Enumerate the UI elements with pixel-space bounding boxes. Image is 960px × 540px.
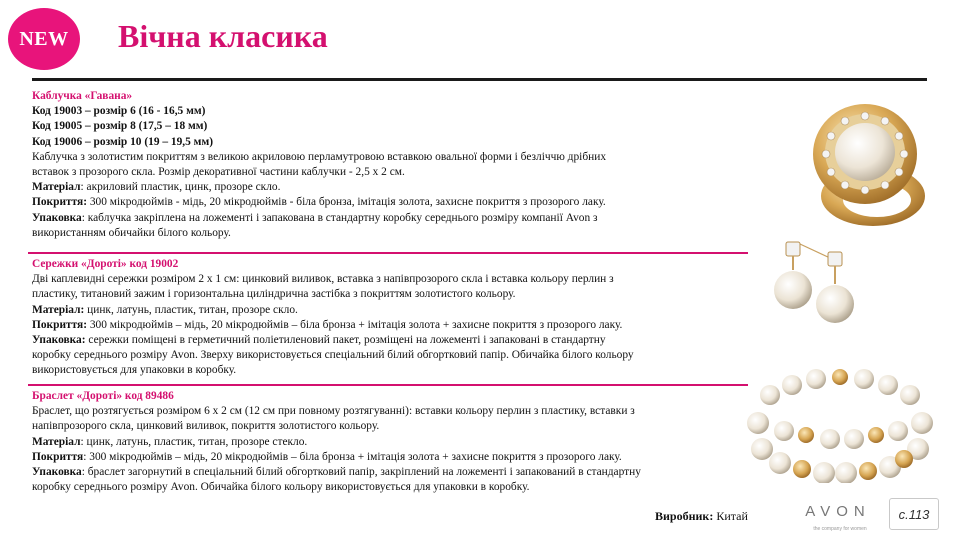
ring-coating: Покриття: 300 мікродюймів - мідь, 20 мікродюймів - біла бронза, імітація золота, захисне покриття з прозорого лаку. — [32, 196, 606, 209]
avon-tagline: the company for women — [813, 526, 867, 532]
avon-logo: AVON — [805, 503, 871, 520]
ring-material: Матеріал: акриловий пластик, цинк, прозоре скло. — [32, 181, 281, 194]
manufacturer-label: Виробник: Китай — [655, 509, 748, 523]
ring-code: Код 19003 – розмір 6 (16 - 16,5 мм) — [32, 105, 206, 118]
bracelet-description: Браслет, що розтягується розміром 6 х 2 см (12 см при повному розтягуванні): вставки кольору перлин з пластику, вставки з — [32, 405, 635, 418]
earrings-block — [32, 257, 732, 379]
ring-code: Код 19006 – розмір 10 (19 – 19,5 мм) — [32, 135, 213, 148]
ring-heading: Каблучка «Гавана» — [32, 90, 133, 102]
earrings-description: Дві каплевидні сережки розміром 2 х 1 см: цинковий виливок, вставка з напівпрозорого скла і вставка кольору перлин з — [32, 273, 614, 286]
bracelet-block — [32, 389, 742, 495]
ring-block — [32, 89, 732, 241]
ring-packing: використанням обичайки білого кольору. — [32, 226, 231, 239]
earrings-packing: коробку середнього розміру Avon. Зверху використовується спеціальний білий обгортковий папір. Обичайка білого кольору — [32, 349, 634, 362]
bracelet-packing: Упаковка: браслет загорнутий в спеціальний білий обгортковий папір, закріплений на ложементі і запакований в стандартну — [32, 466, 641, 479]
ring-code: Код 19005 – розмір 8 (17,5 – 18 мм) — [32, 120, 208, 133]
new-badge — [8, 8, 80, 70]
new-badge-text: NEW — [19, 27, 69, 50]
bracelet-heading: Браслет «Дороті» код 89486 — [32, 390, 174, 402]
earrings-heading: Сережки «Дороті» код 19002 — [32, 258, 179, 270]
bracelet-photo — [740, 365, 940, 483]
section-divider — [28, 252, 748, 254]
bracelet-packing: коробку середнього розміру Avon. Обичайка білого кольору використовується для упаковки в коробку. — [32, 481, 530, 494]
bracelet-description: напівпрозорого скла, цинковий виливок, покриття золотистого кольору. — [32, 420, 380, 433]
ring-description: вставок з прозорого скла. Розмір декоративної частини каблучки - 2,5 х 2 см. — [32, 166, 405, 179]
bracelet-coating: Покриття: 300 мікродюймів – мідь, 20 мікродюймів – біла бронза + імітація золота + захисне покриття з прозорого лаку. — [32, 450, 622, 463]
ring-description: Каблучка з золотистим покриттям з великою акриловою перламутровою вставкою овальної форми і безліччю дрібних — [32, 150, 607, 163]
earrings-packing: Упаковка: сережки поміщені в герметичний поліетиленовий пакет, розміщені на ложементі і запаковані в стандартну — [32, 334, 606, 347]
bracelet-material: Матеріал: цинк, латунь, пластик, титан, прозоре стекло. — [32, 435, 308, 448]
earrings-description: пластику, титановий зажим і горизонтальна циліндрична застібка з покриттям золотистого кольору. — [32, 288, 516, 301]
title-rule — [32, 78, 927, 81]
earrings-material: Матеріал: цинк, латунь, пластик, титан, прозоре скло. — [32, 303, 298, 316]
section-divider — [28, 384, 748, 386]
page-number: с.113 — [889, 498, 939, 530]
earrings-packing: використовується для упаковки в коробку. — [32, 364, 237, 377]
ring-photo — [795, 96, 940, 231]
page-title: Вічна класика — [118, 18, 328, 54]
earrings-coating: Покриття: 300 мікродюймів – мідь, 20 мікродюймів – біла бронза + імітація золота + захисне покриття з прозорого лаку. — [32, 318, 623, 331]
earrings-photo — [770, 236, 860, 346]
ring-packing: Упаковка: каблучка закріплена на ложементі і запакована в стандартну коробку середнього розміру компанії Avon з — [32, 211, 598, 224]
